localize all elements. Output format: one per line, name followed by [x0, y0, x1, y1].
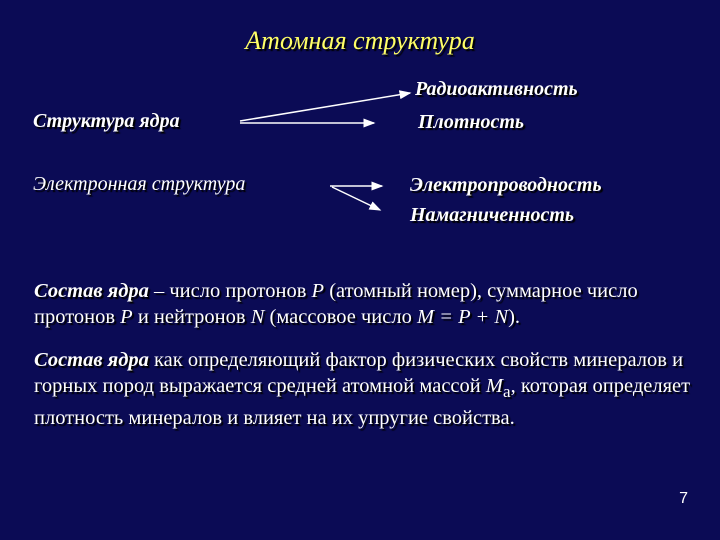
arrow-to-radioactivity: [240, 93, 410, 121]
para1-text-4: (массовое число: [264, 306, 417, 328]
nucleus-structure-label: Структура ядра: [33, 110, 180, 132]
mass-number-formula: M = P + N: [416, 306, 509, 328]
para1-text-1: – число протонов: [148, 280, 312, 302]
density-label: Плотность: [418, 111, 525, 133]
term-nucleus-composition: Состав ядра: [34, 280, 149, 302]
slide-title: Атомная структура: [245, 26, 475, 55]
term-nucleus-composition-2: Состав ядра: [34, 349, 149, 371]
var-m: M: [485, 375, 503, 397]
conductivity-label: Электропроводность: [410, 174, 602, 196]
para2-text-1: как определяющий фактор физических свойств минералов и горных пород выражается средней атомной массой: [34, 349, 684, 397]
var-p: P: [311, 280, 325, 302]
var-m-subscript: a: [502, 382, 511, 402]
page-number: 7: [679, 490, 688, 507]
para2-text-2: , которая определяет плотность минералов и влияет на их упругие свойства.: [34, 375, 691, 430]
atomic-mass-paragraph: [34, 347, 694, 431]
magnetization-label: Намагниченность: [410, 204, 575, 226]
para1-text-2: (атомный номер), суммарное число протонов: [34, 280, 638, 328]
para1-text-3: и нейтронов: [132, 306, 251, 328]
var-p-2: P: [120, 306, 133, 328]
para1-text-5: ).: [508, 306, 521, 328]
radioactivity-label: Радиоактивность: [415, 78, 578, 100]
electron-structure-label: Электронная структура: [33, 173, 246, 195]
var-n: N: [250, 306, 265, 328]
arrow-to-magnetization: [332, 187, 380, 210]
nucleus-composition-paragraph: [34, 278, 694, 330]
